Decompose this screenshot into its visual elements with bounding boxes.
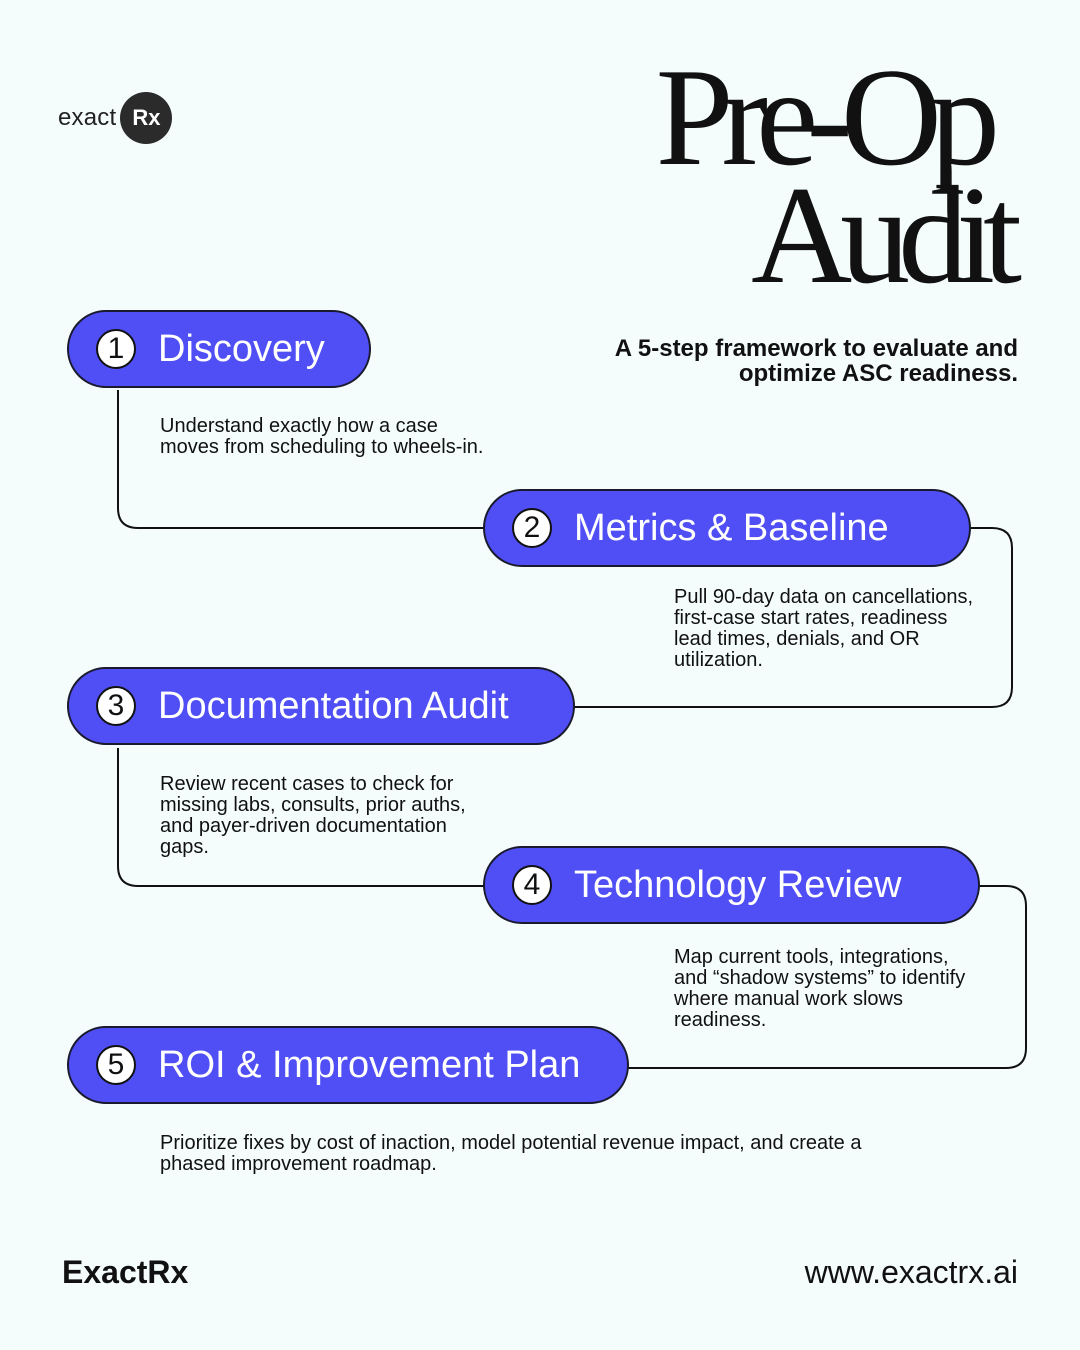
step-1-title: Discovery (158, 327, 325, 370)
step-2-title: Metrics & Baseline (574, 506, 889, 549)
step-4-pill (483, 846, 980, 924)
step-1-description: Understand exactly how a case moves from scheduling to wheels-in. (160, 415, 484, 458)
step-4-number: 4 (512, 865, 552, 905)
subtitle: A 5-step framework to evaluate and optimize ASC readiness. (614, 335, 1018, 387)
step-3-pill (67, 667, 575, 745)
step-4-description: Map current tools, integrations, and “shadow systems” to identify where manual work slows readiness. (674, 946, 966, 1031)
step-5-pill (67, 1026, 629, 1104)
step-2-pill (483, 489, 971, 567)
page-title-line-1: Pre-Op (655, 40, 988, 195)
step-5-number: 5 (96, 1045, 136, 1085)
step-5-title: ROI & Improvement Plan (158, 1043, 581, 1086)
footer-url[interactable]: www.exactrx.ai (804, 1254, 1018, 1290)
page-title-line-2: Audit (751, 158, 1010, 313)
step-4-title: Technology Review (574, 863, 902, 906)
exactrx-logo (58, 92, 172, 144)
step-3-description: Review recent cases to check for missing labs, consults, prior auths, and payer-driven documentation gaps. (160, 773, 466, 858)
step-3-title: Documentation Audit (158, 684, 509, 727)
step-2-number: 2 (512, 508, 552, 548)
step-1-pill (67, 310, 371, 388)
step-5-description: Prioritize fixes by cost of inaction, model potential revenue impact, and create a phased improvement roadmap. (160, 1132, 862, 1175)
footer-brand: ExactRx (62, 1254, 189, 1290)
logo-badge: Rx (120, 92, 172, 144)
step-3-number: 3 (96, 686, 136, 726)
step-2-description: Pull 90-day data on cancellations, first-case start rates, readiness lead times, denials, and OR utilization. (674, 586, 974, 671)
step-1-number: 1 (96, 329, 136, 369)
connector-1-2 (118, 390, 486, 528)
logo-text: exact (58, 104, 117, 131)
